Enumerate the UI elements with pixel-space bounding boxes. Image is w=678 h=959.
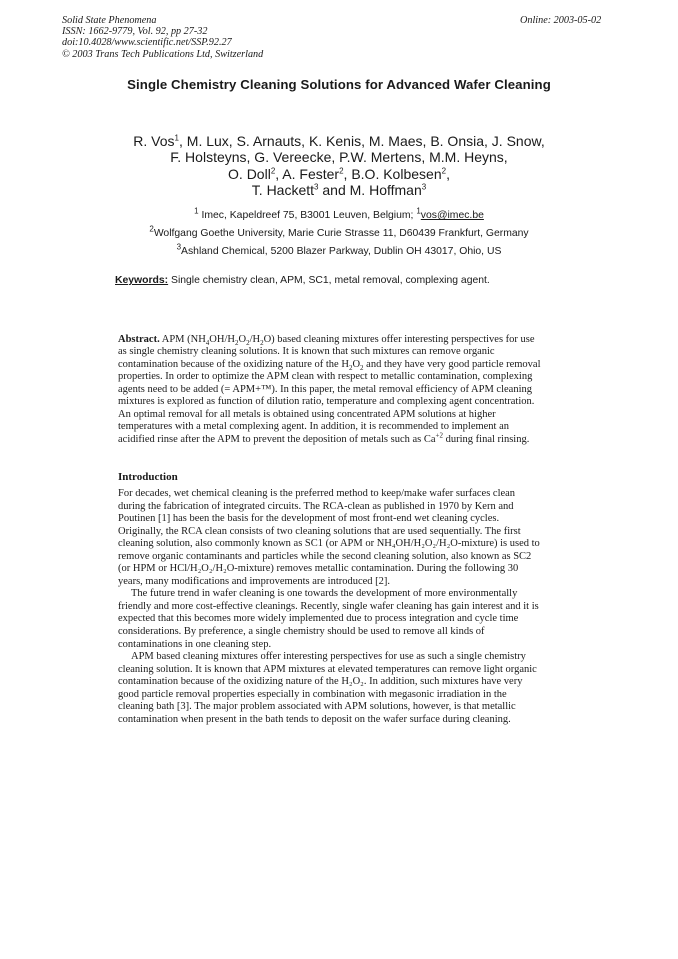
body-line: APM based cleaning mixtures offer interesting perspectives for use as such a single chemistry: [131, 651, 526, 663]
keywords-label: Keywords:: [115, 275, 169, 286]
abstract-line: An optimal removal for all metals is obtained using concentrated APM solutions at higher: [118, 408, 496, 420]
body-line: Originally, the RCA clean consists of two cleaning solutions that are used sequentially. The first: [118, 525, 521, 537]
affiliation-1: $^1$ Imec, Kapeldreef 75, B3001 Leuven, Belgium; $^1$vos@imec.be: [194, 206, 484, 221]
body-line: contamination when present in the bath tends to deposit on the wafer surface during cleaning.: [118, 713, 511, 725]
journal-name: Solid State Phenomena: [62, 15, 157, 26]
copyright-line: © 2003 Trans Tech Publications Ltd, Switzerland: [62, 48, 264, 60]
online-date: Online: 2003-05-02: [520, 15, 602, 26]
author-line-2: F. Holsteyns, G. Vereecke, P.W. Mertens, M.M. Heyns,: [170, 149, 508, 166]
abstract-line: agents need to be added (= APM+™). In this paper, the metal removal efficiency of APM cleaning: [118, 383, 532, 395]
author-line-3: O. Doll$^2$, A. Fester$^2$, B.O. Kolbesen$^2$,: [228, 165, 450, 182]
body-line: years, many modifications and improvements are introduced [2].: [118, 575, 391, 587]
body-line: expected that this becomes more widely implemented due to process integration and cycle time: [118, 613, 519, 625]
section-heading-introduction: Introduction: [118, 471, 178, 483]
author-line-1: R. Vos$^1$, M. Lux, S. Arnauts, K. Kenis, M. Maes, B. Onsia, J. Snow,: [133, 133, 545, 149]
author-line-4: T. Hackett$^3$ and M. Hoffman$^3$: [251, 181, 427, 198]
keywords-text: Single chemistry clean, APM, SC1, metal removal, complexing agent.: [168, 275, 490, 286]
body-line: during the fabrication of integrated circuits. The RCA-clean as published in 1970 by Kern and: [118, 500, 514, 512]
body-line: cleaning bath [3]. The major problem associated with APM solutions, however, is that metallic: [118, 701, 516, 713]
body-line: remove organic contaminants and particles while the second cleaning solution, also known as SC2: [118, 550, 532, 562]
body-line: Poutinen [1] has been the basis for the development of most front-end wet cleaning cycles.: [118, 513, 500, 525]
body-line: contaminations in one cleaning step.: [118, 638, 272, 650]
body-line: friendly and more cost-effective cleanings. Recently, single wafer cleaning has gain interest and it is: [118, 600, 539, 612]
journal-header: [62, 15, 263, 60]
body-line: For decades, wet chemical cleaning is the preferred method to keep/make wafer surfaces clean: [118, 488, 516, 499]
abstract-line: Abstract. APM $(NH_4OH/H_2O_2/H_2O)$ based cleaning mixtures offer interesting perspectives for use: [118, 334, 535, 348]
body-line: cleaning solution. It is known that APM mixtures at elevated temperatures can remove light organic: [118, 663, 537, 675]
abstract-line: as single chemistry cleaning solutions. It is known that such mixtures can remove organic: [118, 346, 495, 358]
issn-line: ISSN: 1662-9779, Vol. 92, pp 27-32: [62, 26, 208, 38]
abstract: [118, 334, 558, 446]
body-line: good particle removal properties especially in combination with megasonic irradiation in the: [118, 688, 507, 700]
author-list: [0, 133, 678, 198]
abstract-line: properties. In order to optimize the APM clean with respect to metallic contamination, complexing: [118, 371, 533, 383]
email-link[interactable]: vos@imec.be: [420, 210, 484, 221]
abstract-line: acidified rinse after the APM to prevent the deposition of metals such as $Ca^{+2}$ during final rinsing.: [118, 431, 530, 445]
introduction-body: [118, 488, 564, 726]
abstract-line: mixtures is explored as function of dilution ratio, temperature and complexing agent concentration.: [118, 396, 535, 408]
affiliation-3: $^3$Ashland Chemical, 5200 Blazer Parkway, Dublin OH 43017, Ohio, US: [176, 242, 502, 257]
body-line: cleaning solution, also commonly known as SC1 (or APM or NH₄OH/H₂O₂/H₂O-mixture) is used to: [118, 538, 540, 550]
body-line: The future trend in wafer cleaning is one towards the development of more environmentally: [131, 588, 518, 600]
body-line: contamination because of the oxidizing nature of the H₂O₂. In addition, such mixtures have very: [118, 676, 523, 688]
paper-title: Single Chemistry Cleaning Solutions for Advanced Wafer Cleaning: [127, 77, 551, 92]
body-line: (or HPM or HCl/H₂O₂/H₂O-mixture) removes metallic contamination. During the following 30: [118, 563, 519, 575]
keywords: [115, 275, 490, 286]
abstract-line: temperatures with a metal complexing agent. In addition, it is recommended to implement an: [118, 421, 510, 433]
abstract-line: contamination because of the oxidizing nature of the $H_2O_2$ and they have very good particle removal: [118, 358, 541, 372]
doi-line[interactable]: doi:10.4028/www.scientific.net/SSP.92.27: [62, 37, 232, 49]
affiliation-2: $^2$Wolfgang Goethe University, Marie Curie Strasse 11, D60439 Frankfurt, Germany: [149, 224, 529, 239]
abstract-label: Abstract.: [118, 334, 160, 345]
body-line: considerations. By preference, a single chemistry should be used to remove all kinds of: [118, 626, 485, 638]
